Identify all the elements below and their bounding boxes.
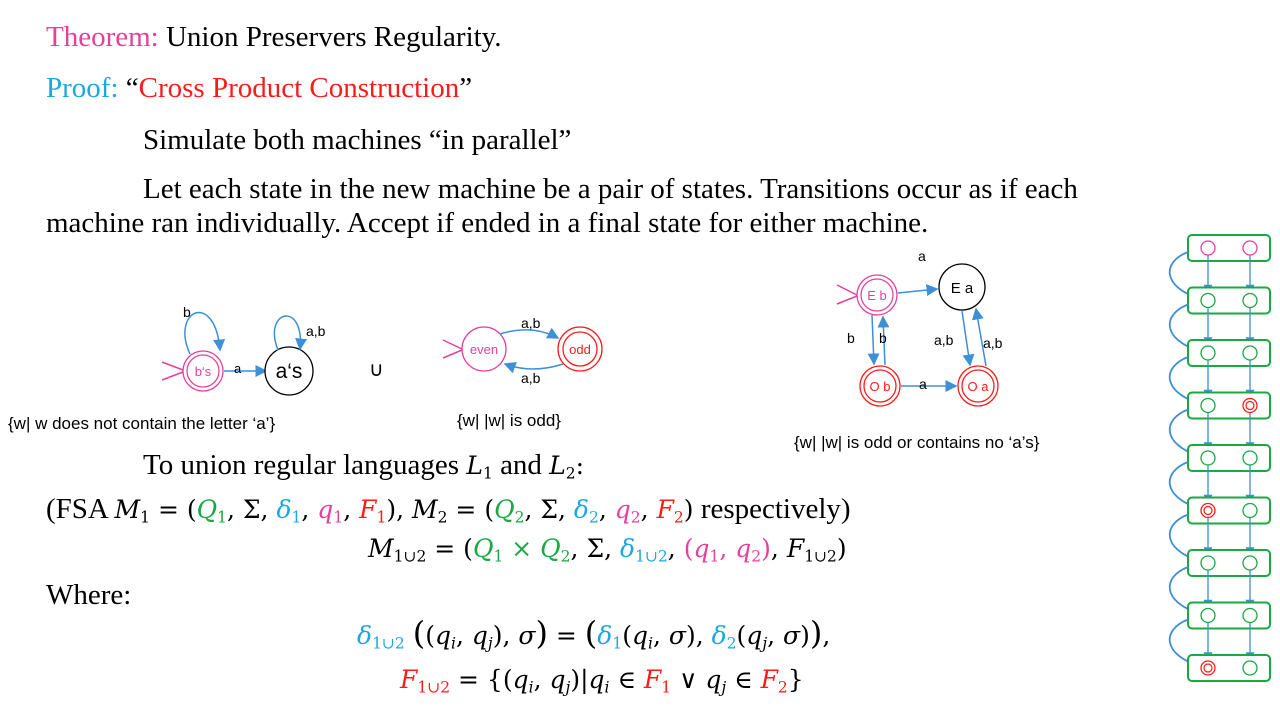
union-intro-text: To union regular languages — [143, 449, 460, 481]
pair-state-left — [1201, 241, 1215, 255]
delta-definition: $\delta_{1\cup 2}$ (($q_i$, $q_j$), $\sigma) = (\delta_1(q_i$, σ), $\delta_2(q_j$, σ)), — [357, 614, 831, 653]
fsa-prefix: (FSA — [46, 493, 108, 525]
fsa-definition-line — [46, 492, 851, 527]
lang-l2: $L_2$ — [549, 451, 576, 483]
edge-top-label: a — [918, 248, 926, 264]
pair-state-right — [1243, 661, 1257, 675]
edge-eb-ea — [898, 289, 937, 293]
pair-state-right — [1243, 346, 1257, 360]
loop-b-label: b — [183, 304, 191, 320]
pair-state-left — [1201, 294, 1215, 308]
respectively-text: respectively) — [700, 493, 851, 525]
para-simulate: Simulate both machines “in parallel” — [143, 124, 572, 156]
state-even-label: even — [469, 342, 499, 357]
proof-label: Proof: — [46, 72, 119, 104]
lang-l1: $L_1$ — [466, 451, 493, 483]
start-arrow2-bottom — [443, 350, 462, 358]
state-ea-label: E a — [950, 280, 974, 297]
start-arrow2-top — [443, 340, 462, 349]
edge-even-odd — [500, 330, 558, 338]
proof-quote-close: ” — [459, 72, 473, 104]
edge-eb-ob — [872, 315, 874, 364]
state-b-label: b‘s — [194, 364, 212, 379]
pair-box — [1188, 445, 1270, 471]
start-arrow-bottom — [162, 372, 183, 380]
para-pairs-line1: Let each state in the new machine be a pair of states. Transitions occur as if each — [143, 173, 1078, 205]
pair-box — [1188, 393, 1270, 419]
final-states-definition: $F_{1\cup 2} = \{(q_i$, $q_j)|q_i$ ∈ $F_1$ ∨ $q_j$ ∈ $F_2$} — [400, 665, 804, 697]
union-intro-line — [143, 448, 584, 483]
edge-top-label: a,b — [521, 315, 541, 331]
final-states-line — [400, 662, 804, 697]
dfa1-caption: {w| w does not contain the letter ‘a’} — [8, 414, 276, 433]
edge-ab-left-label: a,b — [934, 332, 954, 348]
pair-box — [1188, 498, 1270, 524]
pair-state-right — [1243, 504, 1257, 518]
pair-state-right — [1243, 609, 1257, 623]
union-machine-line — [368, 531, 847, 566]
edge-bottom-label: a,b — [521, 370, 541, 386]
pair-state-left — [1201, 504, 1215, 518]
state-oa-label: O a — [967, 379, 989, 394]
pair-box — [1188, 603, 1270, 629]
pair-state-right — [1243, 451, 1257, 465]
state-eb-label: E b — [867, 288, 887, 303]
edge-bottom-label: a — [919, 376, 927, 392]
union-machine-tuple: $M_{1\cup 2} = (Q_1 \times Q_2$, Σ, $\delta_{1\cup 2}$, ($q_1$, $q_2$), $F_{1\cup 2}$) — [368, 534, 847, 566]
theorem-line — [46, 20, 502, 54]
union-symbol: ∪ — [369, 359, 384, 381]
pair-state-right — [1243, 399, 1257, 413]
pair-state-left — [1201, 609, 1215, 623]
pair-box — [1188, 288, 1270, 314]
edge-b-right-label: b — [879, 330, 887, 346]
state-ob-label: O b — [869, 379, 891, 394]
edge-ea-oa — [962, 311, 970, 365]
edge-a-label: a — [234, 361, 242, 376]
pair-state-right — [1243, 241, 1257, 255]
proof-quote-open: “ — [125, 72, 139, 104]
colon: : — [575, 451, 585, 480]
start-arrow3-top — [837, 285, 857, 295]
pair-box — [1188, 655, 1270, 681]
proof-text: Cross Product Construction — [138, 72, 460, 104]
theorem-text: Union Preservers Regularity. — [165, 21, 502, 53]
state-a-label: a‘s — [275, 360, 303, 383]
pair-state-left — [1201, 451, 1215, 465]
pair-state-right — [1243, 294, 1257, 308]
loop-ab-label: a,b — [306, 323, 326, 339]
delta-definition-line — [357, 616, 830, 653]
pair-state-left — [1201, 556, 1215, 570]
pair-box — [1188, 550, 1270, 576]
dfa3-caption: {w| |w| is odd or contains no ‘a’s} — [794, 433, 1040, 452]
fsa-m1-tuple: $M_1 = (Q_1$, Σ, $\delta_1$, $q_1$, $F_1$), $M_2 = (Q_2$, Σ, $\delta_2$, $q_2$, $F_2$) — [114, 495, 694, 527]
proof-line — [46, 71, 472, 105]
pair-state-left — [1201, 661, 1215, 675]
state-odd-label: odd — [569, 342, 591, 357]
pair-state-left — [1201, 346, 1215, 360]
and-text: and — [500, 449, 542, 481]
start-arrow3-bottom — [837, 296, 857, 304]
pair-box — [1188, 235, 1270, 261]
edge-ab-right-label: a,b — [983, 335, 1003, 351]
pair-box — [1188, 340, 1270, 366]
edge-b-left-label: b — [847, 330, 855, 346]
pair-state-left — [1201, 399, 1215, 413]
pair-state-chain — [1160, 228, 1278, 698]
dfa2-caption: {w| |w| is odd} — [457, 411, 561, 430]
start-arrow-top — [162, 362, 183, 370]
theorem-label: Theorem: — [46, 21, 159, 53]
pair-state-right — [1243, 556, 1257, 570]
loop-ab-arrow — [274, 316, 300, 350]
where-label: Where: — [46, 579, 132, 611]
para-pairs-line2: machine ran individually. Accept if ended in a final state for either machine. — [46, 207, 929, 239]
edge-odd-even — [505, 364, 563, 369]
dfa-product-diagram — [790, 245, 1150, 455]
